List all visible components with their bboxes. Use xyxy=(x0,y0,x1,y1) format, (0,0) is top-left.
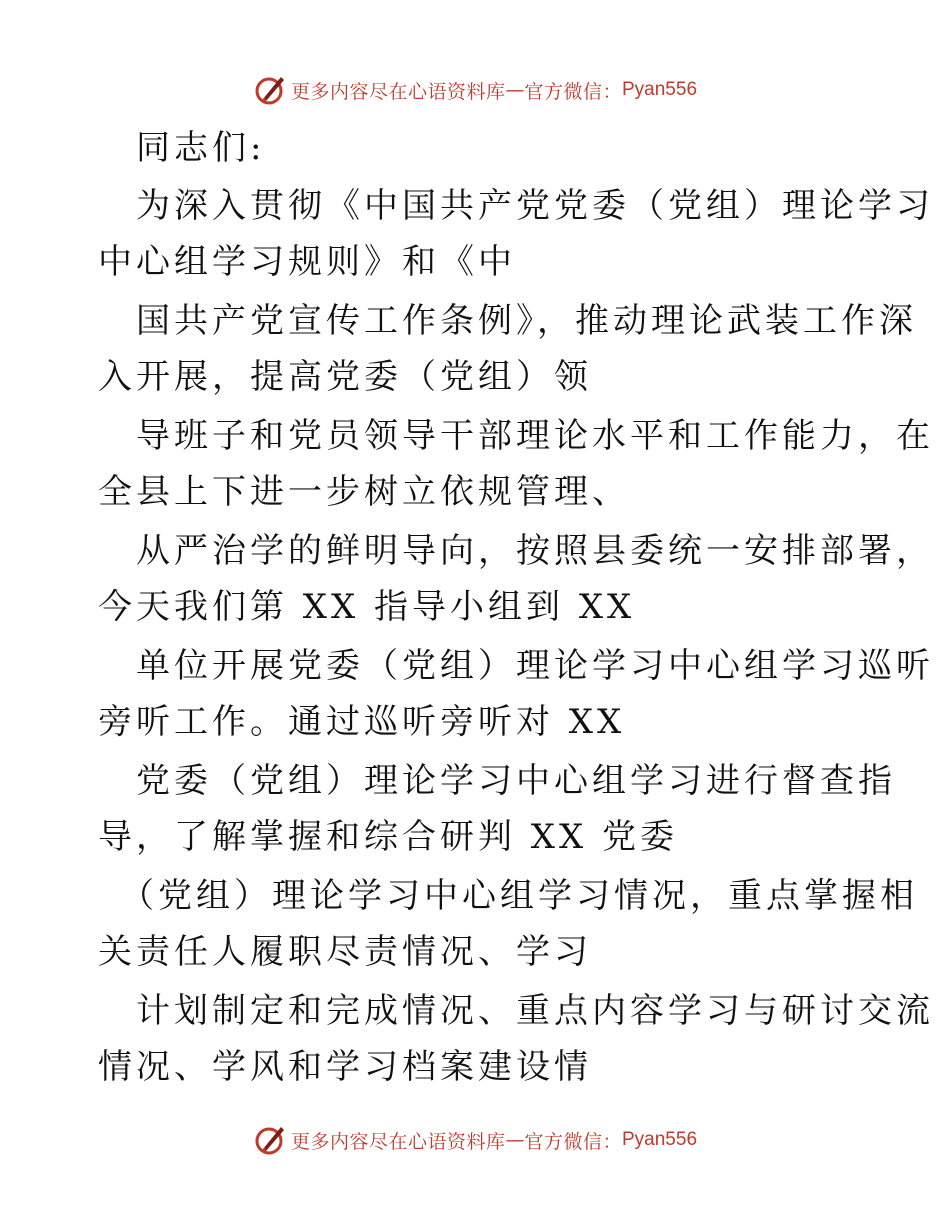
document-line: 入开展，提高党委（党组）领 xyxy=(98,357,592,397)
document-line: 导，了解掌握和综合研判 XX 党委 xyxy=(98,817,679,857)
watermark-label: 官方微信： xyxy=(524,1130,622,1153)
watermark-footer xyxy=(0,1120,950,1160)
watermark-dash: — xyxy=(505,1129,525,1151)
quill-logo-icon xyxy=(253,1123,287,1157)
watermark-account: Pyan556 xyxy=(622,79,698,100)
document-line: 中心组学习规则》和《中 xyxy=(98,242,516,282)
watermark-account: Pyan556 xyxy=(622,1129,698,1150)
document-line: 导班子和党员领导干部理论水平和工作能力，在 xyxy=(136,416,934,456)
document-line: 情况、学风和学习档案建设情 xyxy=(98,1047,592,1087)
document-line: 单位开展党委（党组）理论学习中心组学习巡听 xyxy=(136,646,934,686)
document-line: 为深入贯彻《中国共产党党委（党组）理论学习 xyxy=(136,186,934,226)
watermark-label: 官方微信： xyxy=(524,80,622,103)
watermark-text: 更多内容尽在心语资料库 xyxy=(290,1130,506,1153)
document-line: 计划制定和完成情况、重点内容学习与研讨交流 xyxy=(136,991,934,1031)
watermark-header xyxy=(0,70,950,110)
watermark-dash: — xyxy=(505,79,525,101)
document-line: 党委（党组）理论学习中心组学习进行督查指 xyxy=(136,761,896,801)
document-line: 国共产党宣传工作条例》，推动理论武装工作深 xyxy=(136,301,917,341)
watermark-text: 更多内容尽在心语资料库 xyxy=(290,80,506,103)
document-line: 今天我们第 XX 指导小组到 XX xyxy=(98,587,636,627)
document-line: 关责任人履职尽责情况、学习 xyxy=(98,932,592,972)
document-line: 同志们: xyxy=(136,128,266,168)
document-line: （党组）理论学习中心组学习情况，重点掌握相 xyxy=(120,876,918,916)
document-line: 旁听工作。通过巡听旁听对 XX xyxy=(98,702,626,742)
document-line: 全县上下进一步树立依规管理、 xyxy=(98,472,630,512)
document-line: 从严治学的鲜明导向，按照县委统一安排部署， xyxy=(136,531,934,571)
quill-logo-icon xyxy=(253,73,287,107)
